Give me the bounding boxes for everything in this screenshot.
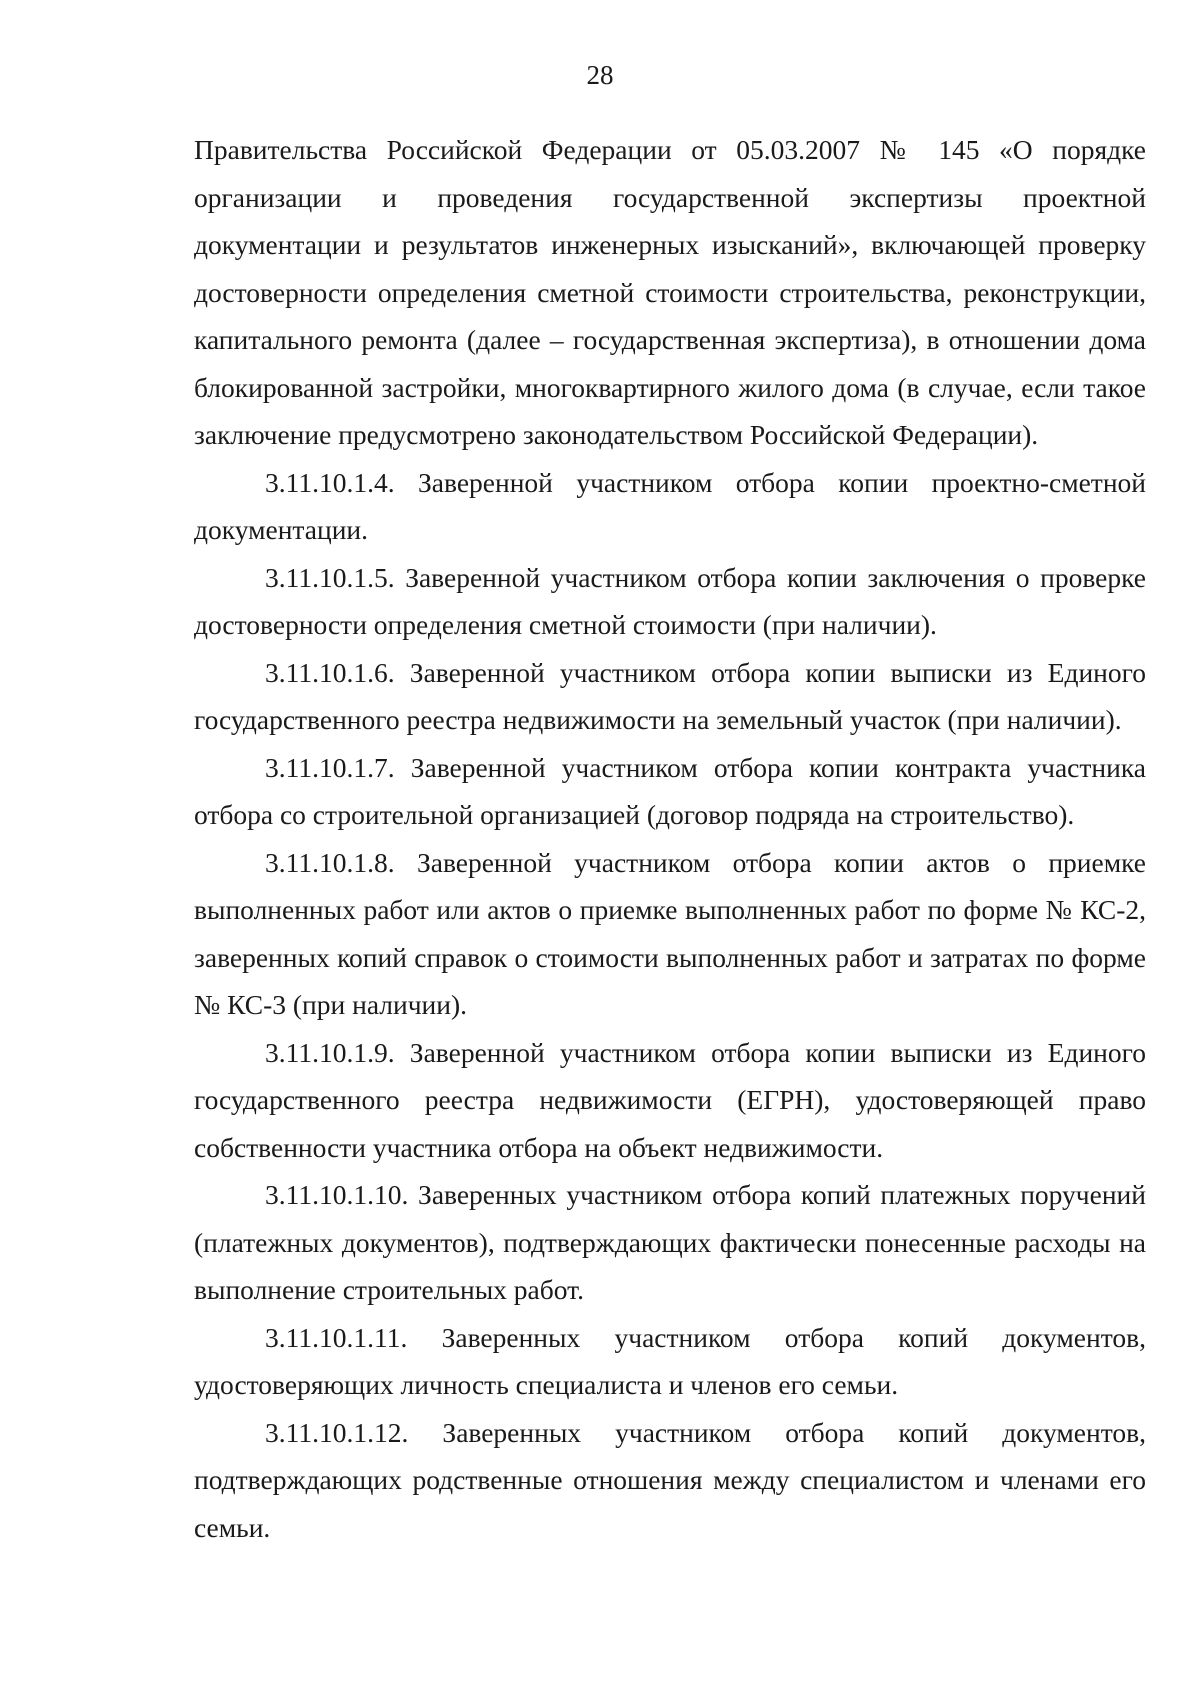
paragraph-3-11-10-1-12: 3.11.10.1.12. Заверенных участником отбора копий документов, подтверждающих родственные отношения между специалистом и членами его семьи.	[194, 1416, 1146, 1543]
paragraph-3-11-10-1-6: 3.11.10.1.6. Заверенной участником отбора копии выписки из Единого государственного реестра недвижимости на земельный участок (при наличии).	[194, 656, 1146, 735]
paragraph-3-11-10-1-5: 3.11.10.1.5. Заверенной участником отбора копии заключения о проверке достоверности определения сметной стоимости (при наличии).	[194, 561, 1146, 640]
paragraph-3-11-10-1-10: 3.11.10.1.10. Заверенных участником отбора копий платежных поручений (платежных документов), подтверждающих фактически понесенные расходы на выполнение строительных работ.	[194, 1179, 1146, 1305]
paragraph-3-11-10-1-7: 3.11.10.1.7. Заверенной участником отбора копии контракта участника отбора со строительной организацией (договор подряда на строительство).	[194, 751, 1146, 830]
paragraph-continuation: Правительства Российской Федерации от 05.03.2007 № 145 «О порядке организации и проведения государственной экспертизы проектной документации и результатов инженерных изысканий», включающей проверку достоверности определения сметной стоимости строительства, реконструкции, капитального ремонта (далее – государственная экспертиза), в отношении дома блокированной застройки, многоквартирного жилого дома (в случае, если такое заключение предусмотрено законодательством Российской Федерации).	[194, 134, 1146, 450]
paragraph-3-11-10-1-8: 3.11.10.1.8. Заверенной участником отбора копии актов о приемке выполненных работ или актов о приемке выполненных работ по форме № КС-2, заверенных копий справок о стоимости выполненных работ и затратах по форме № КС-3 (при наличии).	[194, 846, 1146, 1020]
paragraph-3-11-10-1-9: 3.11.10.1.9. Заверенной участником отбора копии выписки из Единого государственного реестра недвижимости (ЕГРН), удостоверяющей право собственности участника отбора на объект недвижимости.	[194, 1036, 1146, 1163]
page-number: 28	[586, 60, 614, 90]
paragraph-3-11-10-1-11: 3.11.10.1.11. Заверенных участником отбора копий документов, удостоверяющих личность специалиста и членов его семьи.	[194, 1321, 1146, 1400]
document-body	[194, 126, 1146, 1551]
paragraph-3-11-10-1-4: 3.11.10.1.4. Заверенной участником отбора копии проектно-сметной документации.	[194, 466, 1146, 545]
